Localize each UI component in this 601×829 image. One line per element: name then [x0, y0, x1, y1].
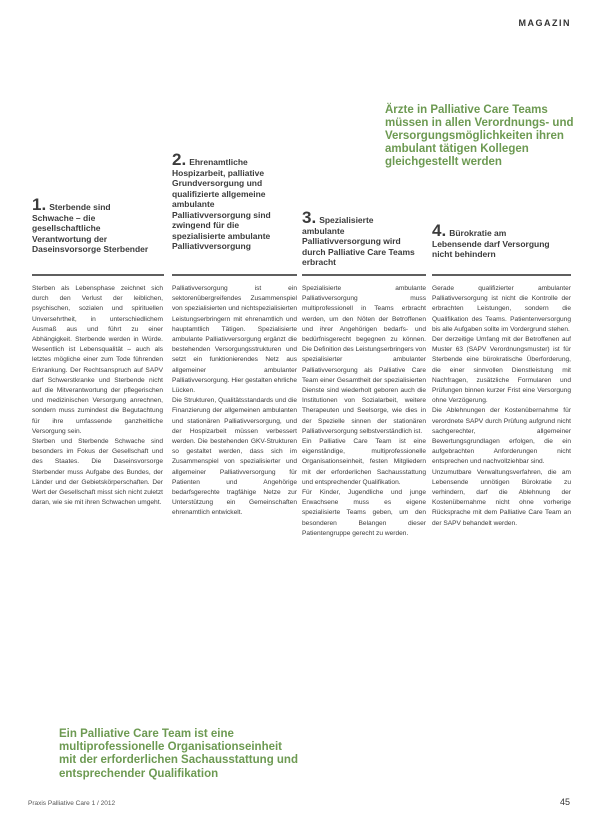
point-number: 2. [172, 150, 187, 169]
point-3 [302, 208, 417, 268]
point-4 [432, 221, 550, 260]
text-column-1 [32, 284, 163, 508]
column-rule-4 [432, 274, 571, 276]
column-rule-3 [302, 274, 426, 276]
paragraph: Für Kinder, Jugendliche und junge Erwachsene muss es eigene spezialisierte Teams geben, um den besonderen Belangen dieser Patientengruppe gerecht zu werden. [302, 489, 426, 537]
paragraph: Unzumutbare Verwaltungsverfahren, die am Lebensende unnötigen Bürokratie zu verhindern, darf die Ablehnung der Kostenübernahme nicht ohne vorherige Rücksprache mit dem Palliative Care Team an der SAPV behandelt werden. [432, 468, 571, 527]
paragraph: Die Ablehnungen der Kostenübernahme für verordnete SAPV durch Prüfung aufgrund nicht sachgerechter, allgemeiner Bewertungsgrundlagen erfolgen, die ein aufgebrachten Anforderungen nicht entsprechen und nachvollziehbar sind. [432, 407, 571, 466]
point-number: 4. [432, 221, 447, 240]
paragraph: Spezialisierte ambulante Palliativversorgung muss multiprofessionell in Teams erbracht werden, um den Nöten der Betroffenen und ihrer Angehörigen bedarfs- und bedürfnisgerecht begegnen zu können. Die Definition des Leistungserbringers von spezialisierter ambulanter Palliativversorgung als Palliative Care Team einer Gesamtheit der spezialisierten Dienste sind wiederholt geboren auch die Institutionen von Sozialarbeit, weitere Therapeuten und Seelsorge, wie dies in der Spezielle sinnen der stationären Palliativversorgung selbstverständlich ist. [302, 285, 426, 435]
point-1 [32, 195, 150, 255]
paragraph: Gerade qualifizierter ambulanter Palliativversorgung ist nicht die Kontrolle der erbrachten Leistungen, sondern die Qualifikation des Teams. Patientenversorgung bis alle Aufgaben sollte im Vordergrund stehen. [432, 285, 571, 333]
paragraph: Die Strukturen, Qualitätsstandards und die Finanzierung der allgemeinen ambulanten und stationären Palliativversorgung, und der Hospizarbeit müssen verbessert werden. Die bestehenden GKV-Strukturen so gestaltet werden, dass sich im Zusammenspiel von spezialisierter und allgemeiner Palliativversorgung für Patienten und Angehörige bedarfsgerechte tragfähige Netze zur Unterstützung ein Gemeinschaften ehrenamtlich entwickelt. [172, 397, 297, 517]
paragraph: Sterben als Lebensphase zeichnet sich durch den Verlust der leiblichen, psychischen, sozialen und spirituellen Unversehrtheit, in unterschiedlichem Ausmaß aus und führt zu einer Abhängigkeit. Sterbende werden in Würde. Wesentlich ist Lebensqualität – auch als letztes mögliche einer zum Tode führenden Erkrankung. Der Rechtsanspruch auf SAPV darf Schwerstkranke und Sterbende nicht auf die Mitverantwortung der pflegerischen und medizinischen Versorgung anrechnen, sondern muss zumindest die Begutachtung für ihre umfassende ganzheitliche Versorgung sein. [32, 285, 163, 435]
text-column-2 [172, 284, 297, 519]
paragraph: Ein Palliative Care Team ist eine eigenständige, multiprofessionelle Organisationseinheit, festen Mitgliedern mit der erforderlichen Sachausstattung und entsprechender Qualifikation. [302, 438, 426, 486]
paragraph: Palliativversorgung ist ein sektorenübergreifendes Zusammenspiel von spezialisierten und nichtspezialisierten Leistungserbringern mit ehrenamtlich und hauptamtlich Tätigen. Spezialisierte ambulante Palliativversorgung ergänzt die bestehenden Versorgungsstrukturen und setzt ein funktionierendes Netz aus allgemeiner ambulanter Palliativversorgung. Hier gestalten ehrliche Lücken. [172, 285, 297, 395]
page-number: 45 [559, 797, 570, 807]
paragraph: Der derzeitige Umfang mit der Betroffenen auf Muster 63 (SAPV Verordnungsmuster) ist für Sterbende eine bürokratische Überforderung, die einer sinnvollen Dienstleistung mit Nachfragen, zusätzliche Formularen und Prüfungen binnen kurzer Frist eine Versorgung ohne Verzögerung. [432, 336, 571, 405]
pull-quote-top: Ärzte in Palliative Care Teams müssen in allen Verordnungs- und Versorgungsmöglichkeiten ihren ambulant tätigen Kollegen gleichgestellt werden [385, 104, 574, 168]
point-text: Sterbende sind Schwache – die gesellschaftliche Verantwortung der Daseinsvorsorge Sterbender [32, 202, 149, 254]
point-text: Spezialisierte ambulante Palliativversorgung wird durch Palliative Care Teams erbracht [302, 215, 415, 267]
text-column-3 [302, 284, 426, 539]
point-2 [172, 150, 294, 252]
section-label: MAGAZIN [518, 18, 571, 28]
column-rule-2 [172, 274, 297, 276]
text-column-4 [432, 284, 571, 529]
point-text: Ehrenamtliche Hospizarbeit, palliative Grundversorgung und qualifizierte allgemeine ambulante Palliativversorgung sind zwingend für die spezialisierte ambulante Palliativversorgung [172, 157, 271, 251]
point-number: 1. [32, 195, 47, 214]
pull-quote-bottom: Ein Palliative Care Team ist eine multiprofessionelle Organisationseinheit mit der erforderlichen Sachausstattung und entsprechender Qualifikation [59, 728, 298, 780]
paragraph: Sterben und Sterbende Schwache sind besonders im Fokus der Gesellschaft und des Staates. Die Daseinsvorsorge Sterbender muss Aufgabe des Bundes, der Länder und der Gebietskörperschaften. Der Wert der Gesellschaft misst sich nicht zuletzt daran, wie sie mit ihren Schwachen umgeht. [32, 438, 163, 507]
point-text: Bürokratie am Lebensende darf Versorgung nicht behindern [432, 228, 550, 259]
point-number: 3. [302, 208, 317, 227]
column-rule-1 [32, 274, 164, 276]
footer-publication: Praxis Palliative Care 1 / 2012 [28, 800, 116, 807]
